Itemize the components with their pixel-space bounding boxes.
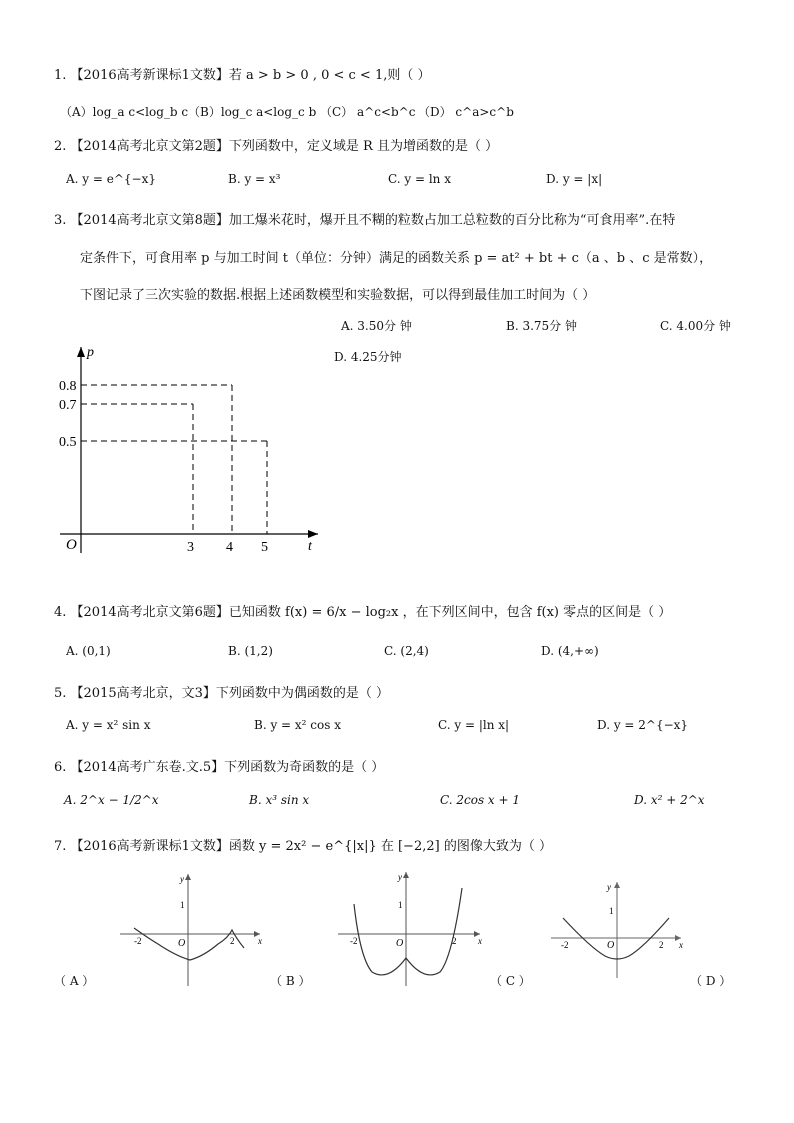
question-4-text: 4. 【2014高考北京文第6题】已知函数 f(x) = 6/x − log₂x ，在下列区间中，包含 f(x) 零点的区间是（ ） [54, 605, 672, 620]
svg-text:-2: -2 [134, 936, 142, 946]
svg-text:1: 1 [398, 900, 403, 910]
question-2-text: 2. 【2014高考北京文第2题】下列函数中，定义域是 R 且为增函数的是（ ） [54, 139, 499, 154]
q6-option-a: A. 2^x − 1/2^x [64, 793, 159, 807]
q1-option-d: （D） c^a>c^b [418, 105, 514, 119]
q6-option-b: B. x³ sin x [249, 793, 310, 807]
q6-option-d: D. x² + 2^x [634, 793, 705, 807]
q2-option-a: A. y = e^{−x} [66, 172, 157, 186]
question-3-line1: 3. 【2014高考北京文第8题】加工爆米花时，爆开且不糊的粒数占加工总粒数的百分比称为“可食用率”.在特 [54, 213, 676, 228]
q5-option-d: D. y = 2^{−x} [597, 718, 689, 732]
question-1-text: 1. 【2016高考新课标1文数】若 a > b > 0 , 0 < c < 1,则（ ） [54, 68, 431, 83]
q3-option-d: D. 4.25分钟 [334, 350, 402, 364]
q3-origin: O [66, 537, 77, 553]
svg-text:y: y [180, 874, 184, 884]
q6-option-c: C. 2cos x + 1 [440, 793, 521, 807]
svg-text:1: 1 [180, 900, 185, 910]
question-7-text: 7. 【2016高考新课标1文数】函数 y = 2x² − e^{|x|} 在 [−2,2] 的图像大致为（ ） [54, 839, 552, 854]
q3-ytick-08: 0.8 [59, 379, 77, 394]
q3-x-label: t [308, 539, 312, 554]
svg-text:2: 2 [230, 936, 235, 946]
q3-dashed-lines [81, 385, 267, 534]
q7-label-c: （ C ） [490, 974, 531, 988]
q3-xtick-4: 4 [226, 540, 233, 555]
q3-option-a: A. 3.50分 钟 [341, 319, 412, 333]
q3-option-c: C. 4.00分 钟 [660, 319, 731, 333]
q3-xtick-5: 5 [261, 540, 268, 555]
q2-option-b: B. y = x³ [228, 172, 281, 186]
q3-y-label: p [87, 345, 94, 360]
q1-option-b: （B）log_c a<log_c b [188, 105, 317, 119]
question-3-line3: 下图记录了三次实验的数据.根据上述函数模型和实验数据，可以得到最佳加工时间为（ ） [80, 288, 596, 303]
q4-option-b: B. (1,2) [228, 644, 273, 658]
svg-text:x: x [258, 936, 262, 946]
q3-ytick-05: 0.5 [59, 435, 77, 450]
q4-option-d: D. (4,+∞) [541, 644, 599, 658]
q1-option-a: （A）log_a c<log_b c [60, 105, 189, 119]
q3-y-arrow [77, 347, 85, 357]
svg-text:x: x [478, 936, 482, 946]
q4-option-c: C. (2,4) [384, 644, 429, 658]
q5-option-a: A. y = x² sin x [66, 718, 151, 732]
question-6-text: 6. 【2014高考广东卷.文.5】下列函数为奇函数的是（ ） [54, 760, 385, 775]
svg-text:2: 2 [659, 940, 664, 950]
q5-option-b: B. y = x² cos x [254, 718, 341, 732]
q4-option-a: A. (0,1) [66, 644, 111, 658]
q7-label-b: （ B ） [270, 974, 311, 988]
question-5-text: 5. 【2015高考北京，文3】下列函数中为偶函数的是（ ） [54, 686, 390, 701]
svg-text:O: O [178, 938, 186, 949]
q7-label-a: （ A ） [54, 974, 95, 988]
q2-option-d: D. y = |x| [546, 172, 603, 186]
q7-label-d: （ D ） [690, 974, 732, 988]
q3-xtick-3: 3 [187, 540, 194, 555]
svg-text:-2: -2 [350, 936, 358, 946]
q3-x-arrow [308, 530, 318, 538]
svg-text:-2: -2 [561, 940, 569, 950]
q5-option-c: C. y = |ln x| [438, 718, 510, 732]
q2-option-c: C. y = ln x [388, 172, 451, 186]
q1-option-c: （C） a^c<b^c [320, 105, 416, 119]
q3-option-b: B. 3.75分 钟 [506, 319, 577, 333]
svg-text:1: 1 [609, 906, 614, 916]
q7-graph-a [110, 868, 270, 998]
svg-text:y: y [607, 882, 611, 892]
svg-text:2: 2 [452, 936, 457, 946]
q7-graph-c [545, 878, 695, 998]
svg-text:x: x [679, 940, 683, 950]
svg-text:O: O [607, 940, 615, 951]
svg-text:O: O [396, 938, 404, 949]
q3-ytick-07: 0.7 [59, 398, 77, 413]
svg-text:y: y [398, 872, 402, 882]
question-3-line2: 定条件下，可食用率 p 与加工时间 t（单位：分钟）满足的函数关系 p = at² + bt + c（a 、b 、c 是常数）， [80, 251, 713, 266]
q7-graph-b [330, 868, 490, 998]
